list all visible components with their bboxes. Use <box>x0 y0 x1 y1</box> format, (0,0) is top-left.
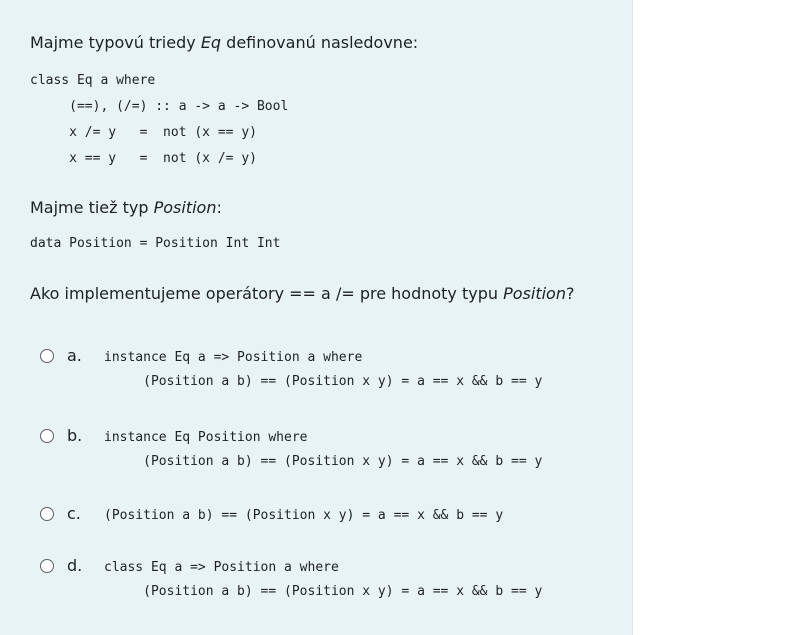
radio-button-d[interactable] <box>40 559 54 573</box>
radio-button-c[interactable] <box>40 507 54 521</box>
intro-suffix: definovanú nasledovne: <box>221 33 419 52</box>
question-intro <box>30 33 418 53</box>
answer-letter: b. <box>67 426 83 445</box>
intro-text: Majme typovú triedy <box>30 33 201 52</box>
prompt-text: Ako implementujeme operátory == a /= pre hodnoty typu <box>30 284 504 303</box>
radio-button-a[interactable] <box>40 349 54 363</box>
type-emphasis: Position <box>153 198 217 217</box>
answer-code: class Eq a => Position a where (Position a b) == (Position x y) = a == x && b == y <box>104 560 543 599</box>
data-definition-code: data Position = Position Int Int <box>30 236 281 251</box>
answer-letter: d. <box>67 556 83 575</box>
answer-letter: a. <box>67 346 82 365</box>
type-suffix: : <box>216 198 222 217</box>
radio-button-b[interactable] <box>40 429 54 443</box>
prompt-emphasis: Position <box>503 284 566 303</box>
prompt-suffix: ? <box>565 284 575 303</box>
answer-code: (Position a b) == (Position x y) = a == x && b == y <box>104 508 504 523</box>
answer-letter: c. <box>67 504 81 523</box>
class-definition-code: class Eq a where (==), (/=) :: a -> a -> Bool x /= y = not (x == y) x == y = not (x /= y) <box>30 73 289 166</box>
answer-code: instance Eq a => Position a where (Position a b) == (Position x y) = a == x && b == y <box>104 350 543 389</box>
question-prompt <box>30 284 574 304</box>
intro-emphasis: Eq <box>200 33 222 52</box>
type-text: Majme tiež typ <box>30 198 154 217</box>
type-intro <box>30 198 222 218</box>
answer-code: instance Eq Position where (Position a b) == (Position x y) = a == x && b == y <box>104 430 543 469</box>
